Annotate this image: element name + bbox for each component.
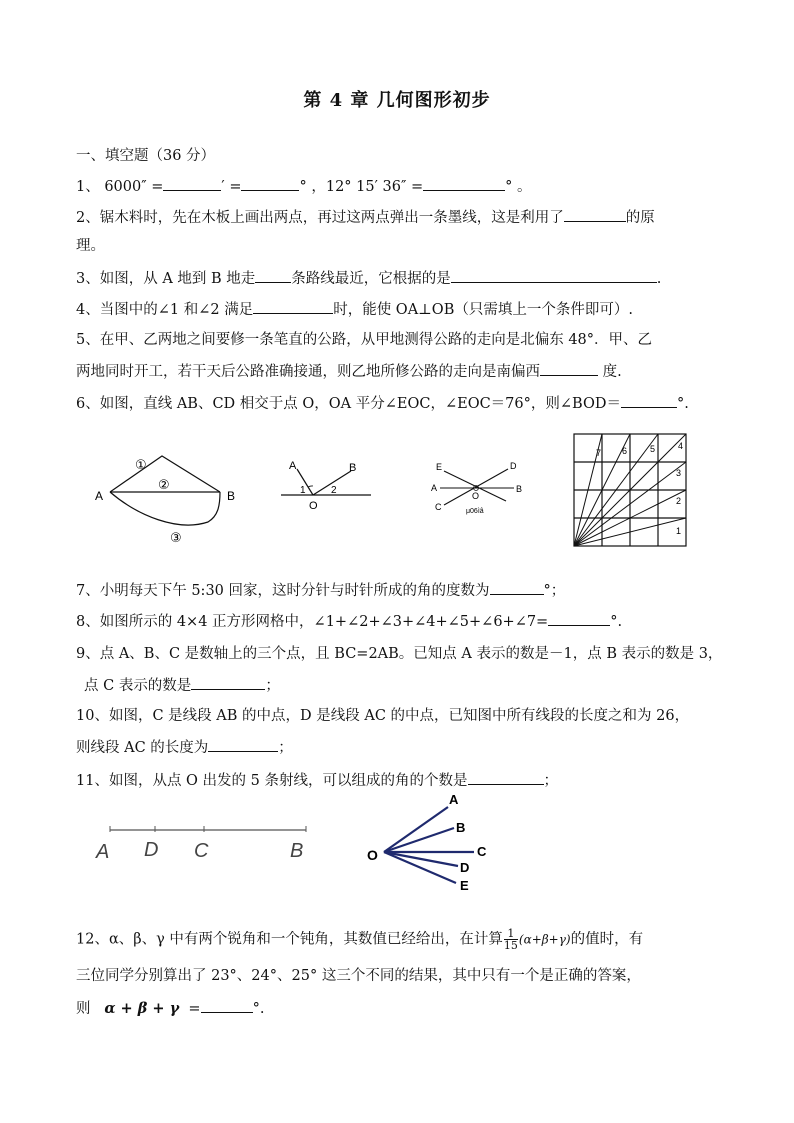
segment-c-label: C bbox=[194, 840, 209, 862]
ray-e: E bbox=[460, 878, 469, 893]
line-b-label: B bbox=[516, 484, 523, 494]
point-a-label: A bbox=[95, 489, 104, 503]
question-10-cont: 则线段 AC 的长度为 ； bbox=[76, 737, 736, 758]
answer-blank[interactable] bbox=[451, 268, 657, 283]
answer-blank[interactable] bbox=[490, 580, 544, 595]
ray-c: C bbox=[477, 844, 487, 859]
answer-blank[interactable] bbox=[548, 611, 610, 626]
segment-d-label: D bbox=[144, 839, 159, 861]
question-12: 12、α、β、γ 中有两个锐角和一个钝角，其数值已经给出，在计算 $\frac{1}{15}$ (α+β+γ)的值时，有 bbox=[76, 927, 644, 952]
answer-blank[interactable] bbox=[423, 176, 505, 191]
answer-blank[interactable] bbox=[253, 299, 333, 314]
question-8: 8、如图所示的 4×4 正方形网格中，∠1+∠2+∠3+∠4+∠5+∠6+∠7= °. bbox=[76, 611, 736, 632]
answer-blank[interactable] bbox=[540, 361, 598, 376]
question-12-cont: 三位同学分别算出了 23°、24°、25° 这三个不同的结果，其中只有一个是正确的答案， bbox=[76, 968, 641, 984]
vertex-o-label: O bbox=[309, 500, 318, 512]
answer-blank[interactable] bbox=[621, 393, 677, 408]
question-6: 6、如图，直线 AB、CD 相交于点 O，OA 平分∠EOC，∠EOC＝76°，则∠BOD＝ °. bbox=[76, 393, 736, 414]
page-title: 第 4 章 几何图形初步 bbox=[303, 90, 491, 111]
answer-blank[interactable] bbox=[241, 176, 299, 191]
question-2-cont: 理。 bbox=[76, 238, 105, 254]
question-5-cont: 两地同时开工，若干天后公路准确接通，则乙地所修公路的走向是南偏西 度. bbox=[76, 361, 736, 382]
ray-d: D bbox=[460, 860, 470, 875]
figure-grid bbox=[570, 430, 692, 552]
point-b-label: B bbox=[227, 489, 236, 503]
answer-blank[interactable] bbox=[255, 268, 291, 283]
figure-angles bbox=[275, 455, 385, 515]
center-o-label: O bbox=[472, 491, 480, 501]
line-e-label: E bbox=[436, 462, 443, 472]
question-4: 4、当图中的∠1 和∠2 满足 时，能使 OA⊥OB（只需填上一个条件即可）. bbox=[76, 299, 736, 320]
grid-angle-6-label: 6 bbox=[622, 446, 628, 456]
route-label-1: ① bbox=[135, 457, 147, 472]
question-3: 3、如图，从 A 地到 B 地走 条路线最近，它根据的是 . bbox=[76, 268, 736, 289]
route-label-3: ③ bbox=[170, 530, 182, 545]
ray-a-label: A bbox=[289, 460, 297, 472]
figure-segment bbox=[94, 818, 324, 868]
angle-2-label: 2 bbox=[331, 485, 337, 496]
section-heading: 一、填空题（36 分） bbox=[76, 148, 216, 164]
fraction-one-fifteenth: $\frac{1}{15}$ bbox=[503, 927, 518, 952]
figure-caption: μ06ìâ bbox=[466, 508, 484, 515]
answer-blank[interactable] bbox=[201, 998, 253, 1013]
question-2: 2、锯木料时，先在木板上画出两点，再过这两点弹出一条墨线，这是利用了 的原 bbox=[76, 207, 736, 228]
line-a-label: A bbox=[431, 483, 438, 493]
question-11: 11、如图，从点 O 出发的 5 条射线，可以组成的角的个数是 ； bbox=[76, 770, 736, 791]
answer-blank[interactable] bbox=[163, 176, 221, 191]
sum-expression: α + β + γ bbox=[104, 1000, 180, 1017]
question-10: 10、如图，C 是线段 AB 的中点，D 是线段 AC 的中点，已知图中所有线段的长度之和为 26， bbox=[76, 708, 690, 724]
ray-a: A bbox=[449, 792, 459, 807]
grid-angle-4-label: 4 bbox=[678, 441, 684, 451]
answer-blank[interactable] bbox=[468, 770, 544, 785]
segment-b-label: B bbox=[290, 840, 304, 862]
ray-b-label: B bbox=[349, 462, 357, 474]
question-9: 9、点 A、B、C 是数轴上的三个点，且 BC=2AB。已知点 A 表示的数是－1，点 B 表示的数是 3， bbox=[76, 646, 723, 662]
route-label-2: ② bbox=[158, 477, 170, 492]
figure-rays bbox=[364, 790, 504, 900]
angle-1-label: 1 bbox=[300, 485, 306, 496]
question-9-cont: 点 C 表示的数是 ； bbox=[84, 675, 744, 696]
ray-origin-o: O bbox=[367, 847, 378, 863]
question-7: 7、小明每天下午 5:30 回家，这时分针与时针所成的角的度数为 °； bbox=[76, 580, 736, 601]
grid-angle-1-label: 1 bbox=[676, 526, 682, 536]
question-1: 1、 6000″ = ′ = ° ，12° 15′ 36″ = ° 。 bbox=[76, 176, 736, 197]
line-d-label: D bbox=[510, 461, 517, 471]
question-12-last: 则 α + β + γ = °. bbox=[76, 1000, 265, 1017]
segment-a-label: A bbox=[96, 841, 110, 863]
grid-angle-7-label: 7 bbox=[596, 448, 602, 458]
answer-blank[interactable] bbox=[208, 737, 278, 752]
answer-blank[interactable] bbox=[191, 675, 265, 690]
answer-blank[interactable] bbox=[564, 207, 626, 222]
figure-intersecting-lines bbox=[428, 455, 528, 520]
ray-b: B bbox=[456, 820, 466, 835]
grid-angle-2-label: 2 bbox=[676, 496, 682, 506]
grid-angle-3-label: 3 bbox=[676, 468, 682, 478]
line-c-label: C bbox=[435, 502, 442, 512]
figure-routes bbox=[88, 450, 248, 550]
grid-angle-5-label: 5 bbox=[650, 444, 656, 454]
question-5: 5、在甲、乙两地之间要修一条笔直的公路，从甲地测得公路的走向是北偏东 48°．甲、乙 bbox=[76, 332, 653, 348]
